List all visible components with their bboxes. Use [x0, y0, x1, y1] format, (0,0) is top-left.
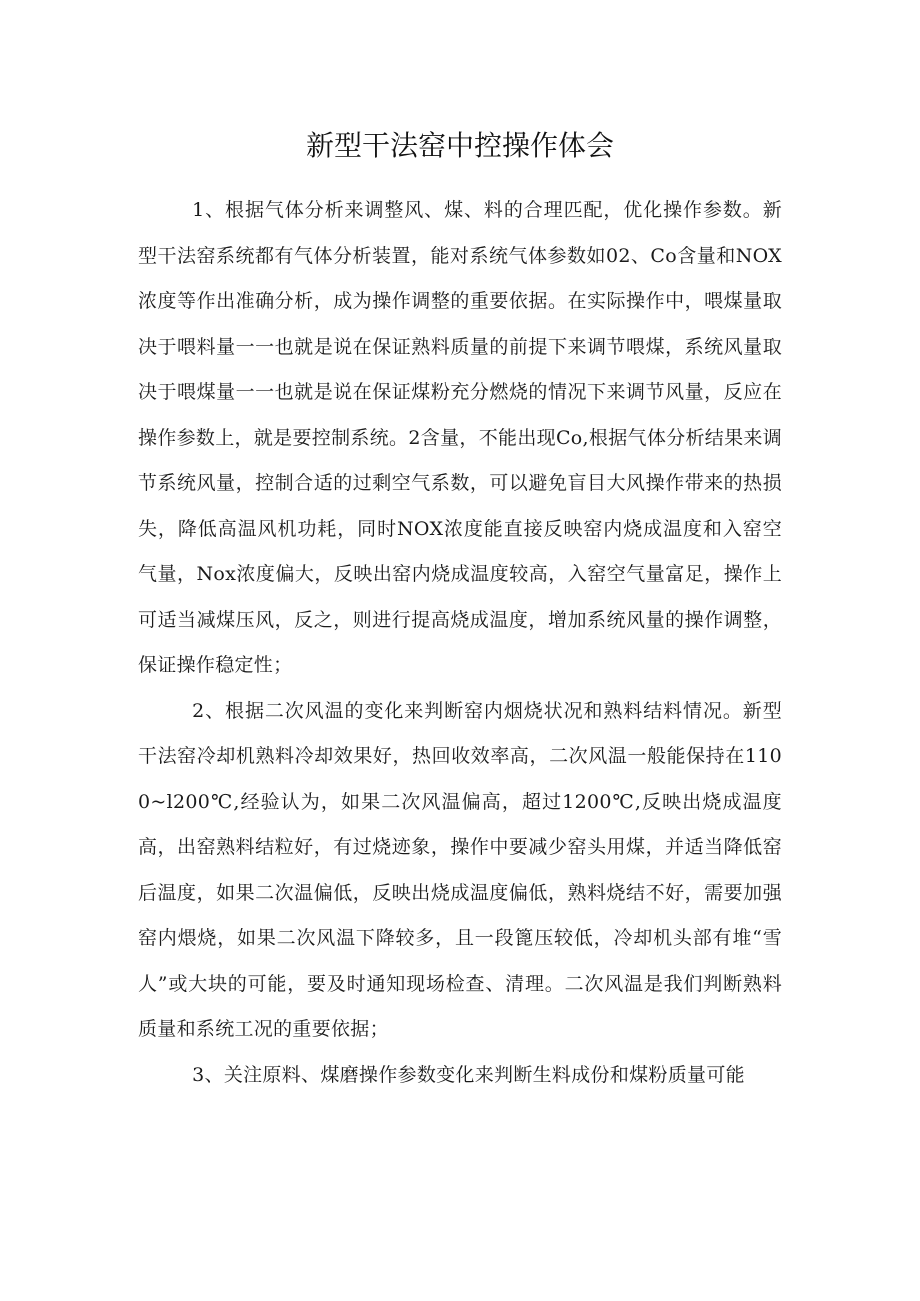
paragraph-1: 1、根据气体分析来调整风、煤、料的合理匹配，优化操作参数。新型干法窑系统都有气体分析装置，能对系统气体参数如02、Co含量和NOX浓度等作出准确分析，成为操作调整的重要依据。在实际操作中，喂煤量取决于喂料量一一也就是说在保证熟料质量的前提下来调节喂煤，系统风量取决于喂煤量一一也就是说在保证煤粉充分燃烧的情况下来调节风量，反应在操作参数上，就是要控制系统。2含量，不能出现Co,根据气体分析结果来调节系统风量，控制合适的过剩空气系数，可以避免盲目大风操作带来的热损失，降低高温风机功耗，同时NOX浓度能直接反映窑内烧成温度和入窑空气量，Nox浓度偏大，反映出窑内烧成温度较高，入窑空气量富足，操作上可适当减煤压风，反之，则进行提高烧成温度，增加系统风量的操作调整，保证操作稳定性； — [138, 199, 782, 676]
document-body — [138, 188, 782, 1098]
paragraph-3: 3、关注原料、煤磨操作参数变化来判断生料成份和煤粉质量可能 — [192, 1063, 745, 1086]
document-title: 新型干法窑中控操作体会 — [305, 129, 614, 162]
paragraph-2: 2、根据二次风温的变化来判断窑内烟烧状况和熟料结料情况。新型干法窑冷却机熟料冷却效果好，热回收效率高，二次风温一般能保持在1100~l200℃,经验认为，如果二次风温偏高，超过1200℃,反映出烧成温度高，出窑熟料结粒好，有过烧迹象，操作中要减少窑头用煤，并适当降低窑后温度，如果二次温偏低，反映出烧成温度偏低，熟料烧结不好，需要加强窑内煨烧，如果二次风温下降较多，且一段篦压较低，冷却机头部有堆“雪人”或大块的可能，要及时通知现场检查、清理。二次风温是我们判断熟料质量和系统工况的重要依据； — [138, 699, 782, 1040]
